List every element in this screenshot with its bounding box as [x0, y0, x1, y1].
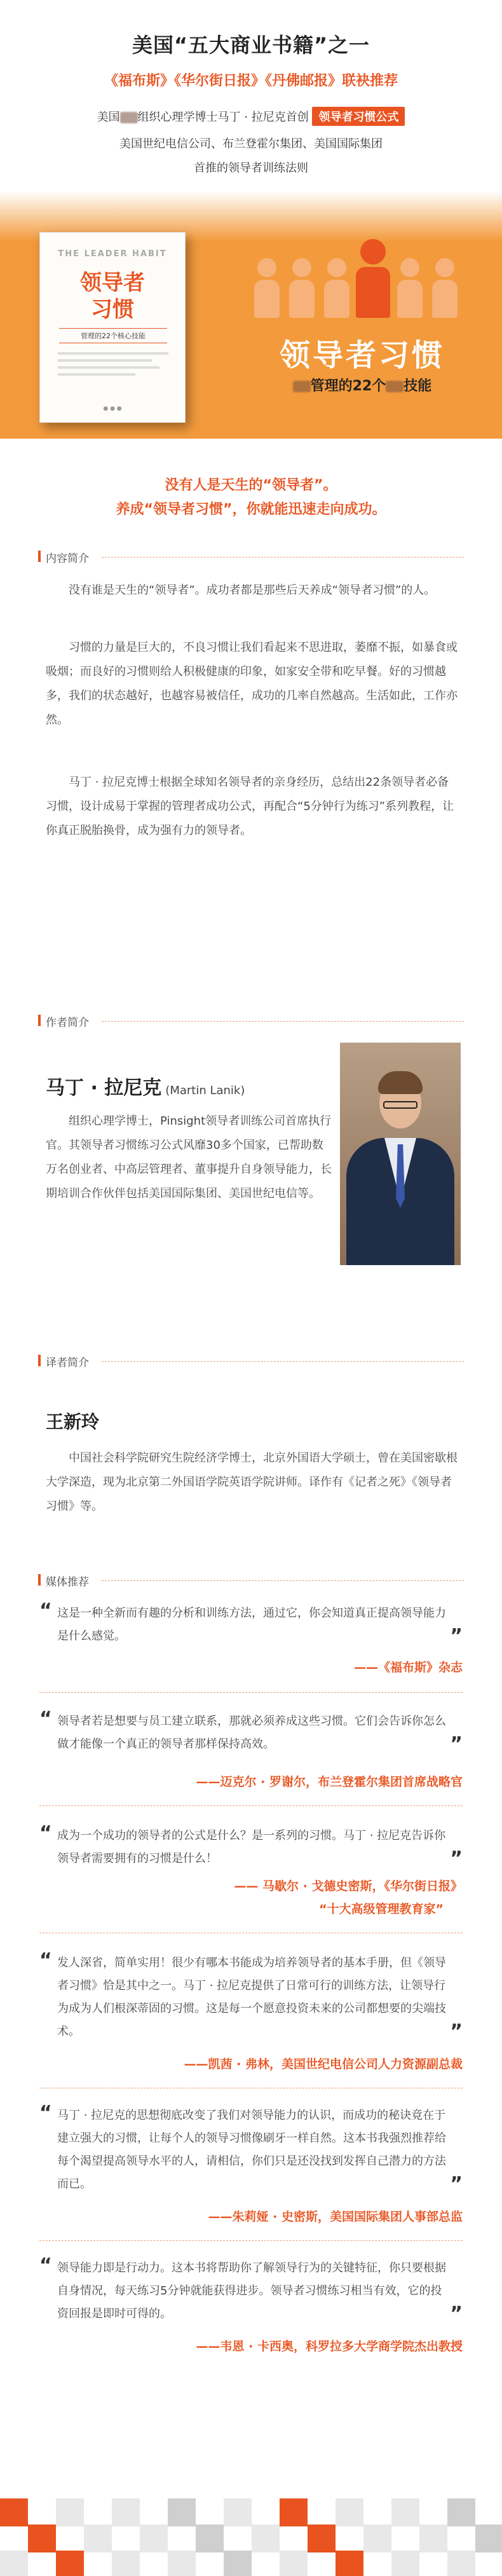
checker-tile	[112, 2551, 140, 2576]
quote-text: 这是一种全新而有趣的分析和训练方法，通过它，你会知道真正提高领导能力是什么感觉。	[57, 1607, 446, 1643]
checker-tile	[84, 2525, 112, 2552]
heading-rule	[102, 1580, 464, 1581]
open-quote-mark: “	[39, 2102, 52, 2124]
hero-big-title: 领导者习惯	[279, 338, 445, 373]
person-icon	[432, 258, 458, 318]
quote-source: ——迈克尔 · 罗谢尔，布兰登霍尔集团首席战略官	[196, 1775, 463, 1789]
quote-source: —— 马歇尔 · 戈德史密斯，《华尔街日报》	[234, 1879, 463, 1893]
book-cover	[39, 232, 186, 423]
heading-bar	[38, 1015, 41, 1026]
checker-tile	[280, 2551, 308, 2576]
checker-tile	[280, 2498, 308, 2526]
checker-tile	[112, 2498, 140, 2526]
close-quote-mark: ”	[450, 1847, 463, 1870]
slogan	[0, 474, 502, 522]
footer-pattern	[0, 2498, 502, 2576]
slogan-line-2: 养成“领导者习惯”，你就能迅速走向成功。	[116, 502, 386, 517]
slogan-line-1: 没有人是天生的“领导者”。	[165, 477, 337, 493]
checker-tile	[196, 2525, 224, 2552]
checker-tile	[0, 2498, 28, 2526]
open-quote-mark: “	[39, 1708, 52, 1730]
heading-rule	[102, 1021, 464, 1022]
heading-rule	[102, 557, 464, 558]
leader-person-icon	[356, 239, 390, 318]
book-chinese-title: 领导者 习惯	[80, 270, 145, 322]
quote-text: 领导能力即是行动力。这本书将帮助你了解领导行为的关键特征，你只要根据自身情况，每天练习5分钟就能获得进步。领导者习惯练习相当有效，它的投资回报是即时可得的。	[57, 2261, 446, 2320]
redacted-mark	[120, 112, 138, 123]
checker-tile	[28, 2525, 56, 2552]
author-name-en: (Martin Lanik)	[165, 1084, 245, 1097]
checker-tile	[391, 2551, 419, 2576]
section-heading-translator	[38, 1351, 464, 1370]
section-heading-intro	[38, 547, 464, 566]
checker-tile	[168, 2551, 196, 2576]
checker-tile	[56, 2498, 84, 2526]
quote-text: 发人深省，简单实用！很少有哪本书能成为培养领导者的基本手册，但《领导者习惯》恰是其中之一。马丁 · 拉尼克提供了日常可行的训练方法，让领导行为成为人们根深蒂固的习惯。这是每一个愿意投资未来的公司都想要的尖端技术。	[57, 1956, 446, 2038]
open-quote-mark: “	[39, 1600, 52, 1622]
checker-tile	[363, 2525, 391, 2552]
heading-bar	[38, 1355, 41, 1366]
author-photo	[340, 1043, 461, 1265]
checker-tile	[56, 2551, 84, 2576]
hero-line-1-prefix: 美国	[97, 111, 120, 124]
checker-tile	[447, 2551, 475, 2576]
checker-tile	[447, 2498, 475, 2526]
quote-divider	[39, 1805, 463, 1806]
quote-divider	[39, 1692, 463, 1693]
translator-name: 王新玲	[46, 1411, 100, 1432]
book-tagline: 管理的22个核心技能	[59, 328, 167, 343]
formula-highlight: 领导者习惯公式	[312, 107, 405, 126]
heading-label: 内容简介	[46, 552, 89, 565]
person-icon	[289, 258, 315, 318]
close-quote-mark: ”	[450, 2173, 463, 2195]
checker-tile	[308, 2525, 336, 2552]
person-icon	[254, 258, 280, 318]
person-icon	[324, 258, 349, 318]
close-quote-mark: ”	[450, 2303, 463, 2325]
hero-subtitle: 《福布斯》《华尔街日报》《丹佛邮报》联袂推荐	[104, 73, 398, 89]
intro-paragraph-2: 习惯的力量是巨大的，不良习惯让我们看起来不思进取，萎靡不振，如暴食或吸烟；而良好的习惯则给人积极健康的印象，如家安全带和吃早餐。好的习惯越多，我们的状态越好，也越容易被信任，成功的几率自然越高。生活如此，工作亦然。	[46, 641, 458, 727]
quote-source: ——朱莉娅 · 史密斯，美国国际集团人事部总监	[208, 2210, 463, 2224]
quote-source: ——《福布斯》杂志	[353, 1661, 463, 1675]
intro-paragraph-1: 没有谁是天生的“领导者”。成功者都是那些后天养成“领导者习惯”的人。	[69, 584, 436, 597]
close-quote-mark: ”	[450, 1733, 463, 1755]
quote-divider	[39, 2240, 463, 2241]
book-english-title: THE LEADER HABIT	[58, 249, 167, 259]
quote-source: ——韦恩 · 卡西奥，科罗拉多大学商学院杰出教授	[196, 2340, 463, 2353]
open-quote-mark: “	[39, 1949, 52, 1971]
heading-bar	[38, 551, 41, 562]
intro-paragraph-3: 马丁 · 拉尼克博士根据全球知名领导者的亲身经历，总结出22条领导者必备习惯，设计成易于掌握的管理者成功公式，再配合“5分钟行为练习”系列教程，让你真正脱胎换骨，成为强有力的领导者。	[46, 776, 454, 837]
quote-text: 马丁 · 拉尼克的思想彻底改变了我们对领导能力的认识，而成功的秘诀竟在于建立强大的习惯，让每个人的领导习惯像刷牙一样自然。这本书我强烈推荐给每个渴望提高领导水平的人，请相信，你们只是还没找到发挥自己潜力的方法而已。	[57, 2109, 446, 2191]
hero-banner	[0, 0, 502, 439]
redacted-mark	[293, 381, 311, 392]
checker-tile	[252, 2525, 280, 2552]
photo-hair	[378, 1071, 423, 1094]
hero-tagline	[254, 375, 470, 395]
checker-tile	[140, 2525, 168, 2552]
author-name-cn: 马丁 · 拉尼克	[46, 1077, 162, 1099]
heading-bar	[38, 1574, 41, 1586]
section-heading-media	[38, 1570, 464, 1589]
hero-tagline-suffix: 技能	[404, 378, 432, 394]
hero-tagline-prefix: 管理的22个	[310, 378, 386, 394]
translator-bio: 中国社会科学院研究生院经济学博士，北京外国语大学硕士，曾在美国密歇根大学深造，现为北京第二外国语学院英语学院讲师。译作有《记者之死》《领导者习惯》等。	[46, 1451, 458, 1513]
quote-text: 领导者若是想要与员工建立联系，那就必须养成这些习惯。它们会告诉你怎么做才能像一个真正的领导者那样保持高效。	[57, 1715, 446, 1751]
quote-source: ——凯茜 · 弗林，美国世纪电信公司人力资源副总裁	[184, 2057, 463, 2071]
checker-tile	[336, 2498, 363, 2526]
section-heading-author	[38, 1011, 464, 1030]
checker-tile	[336, 2551, 363, 2576]
hero-line-3: 首推的领导者训练法则	[194, 161, 308, 175]
checker-tile	[224, 2498, 252, 2526]
close-quote-mark: ”	[450, 2020, 463, 2043]
hero-line-2: 美国世纪电信公司、布兰登霍尔集团、美国国际集团	[119, 137, 383, 151]
checker-tile	[391, 2498, 419, 2526]
quote-source-title: “十大高级管理教育家”	[319, 1902, 444, 1916]
checker-tile	[475, 2525, 502, 2552]
person-icon	[397, 258, 423, 318]
hero-line-1	[0, 107, 502, 126]
close-quote-mark: ”	[450, 1625, 463, 1647]
book-publisher-mark: ● ● ●	[103, 406, 122, 412]
checker-tile	[0, 2551, 28, 2576]
redacted-mark	[386, 381, 404, 392]
heading-label: 媒体推荐	[46, 1576, 89, 1589]
author-bio: 组织心理学博士，Pinsight领导者训练公司首席执行官。其领导者习惯练习公式风靡30多个国家，已帮助数万名创业者、中高层管理者、董事提升自身领导能力，长期培训合作伙伴包括美国国际集团、美国世纪电信等。	[46, 1114, 332, 1200]
open-quote-mark: “	[39, 2254, 52, 2277]
quote-text: 成为一个成功的领导者的公式是什么？是一系列的习惯。马丁 · 拉尼克告诉你领导者需要拥有的习惯是什么！	[57, 1829, 446, 1865]
heading-rule	[102, 1361, 464, 1362]
heading-label: 译者简介	[46, 1357, 89, 1369]
open-quote-mark: “	[39, 1822, 52, 1844]
photo-glasses	[383, 1101, 417, 1109]
people-illustration	[248, 229, 477, 318]
hero-line-1-middle: 组织心理学博士马丁 · 拉尼克首创	[137, 111, 309, 124]
author-name	[46, 1072, 245, 1100]
book-text-lines	[58, 352, 168, 380]
checker-tile	[168, 2498, 196, 2526]
checker-tile	[224, 2551, 252, 2576]
hero-title: 美国“五大商业书籍”之一	[132, 33, 370, 57]
heading-label: 作者简介	[46, 1017, 89, 1029]
checker-tile	[419, 2525, 447, 2552]
